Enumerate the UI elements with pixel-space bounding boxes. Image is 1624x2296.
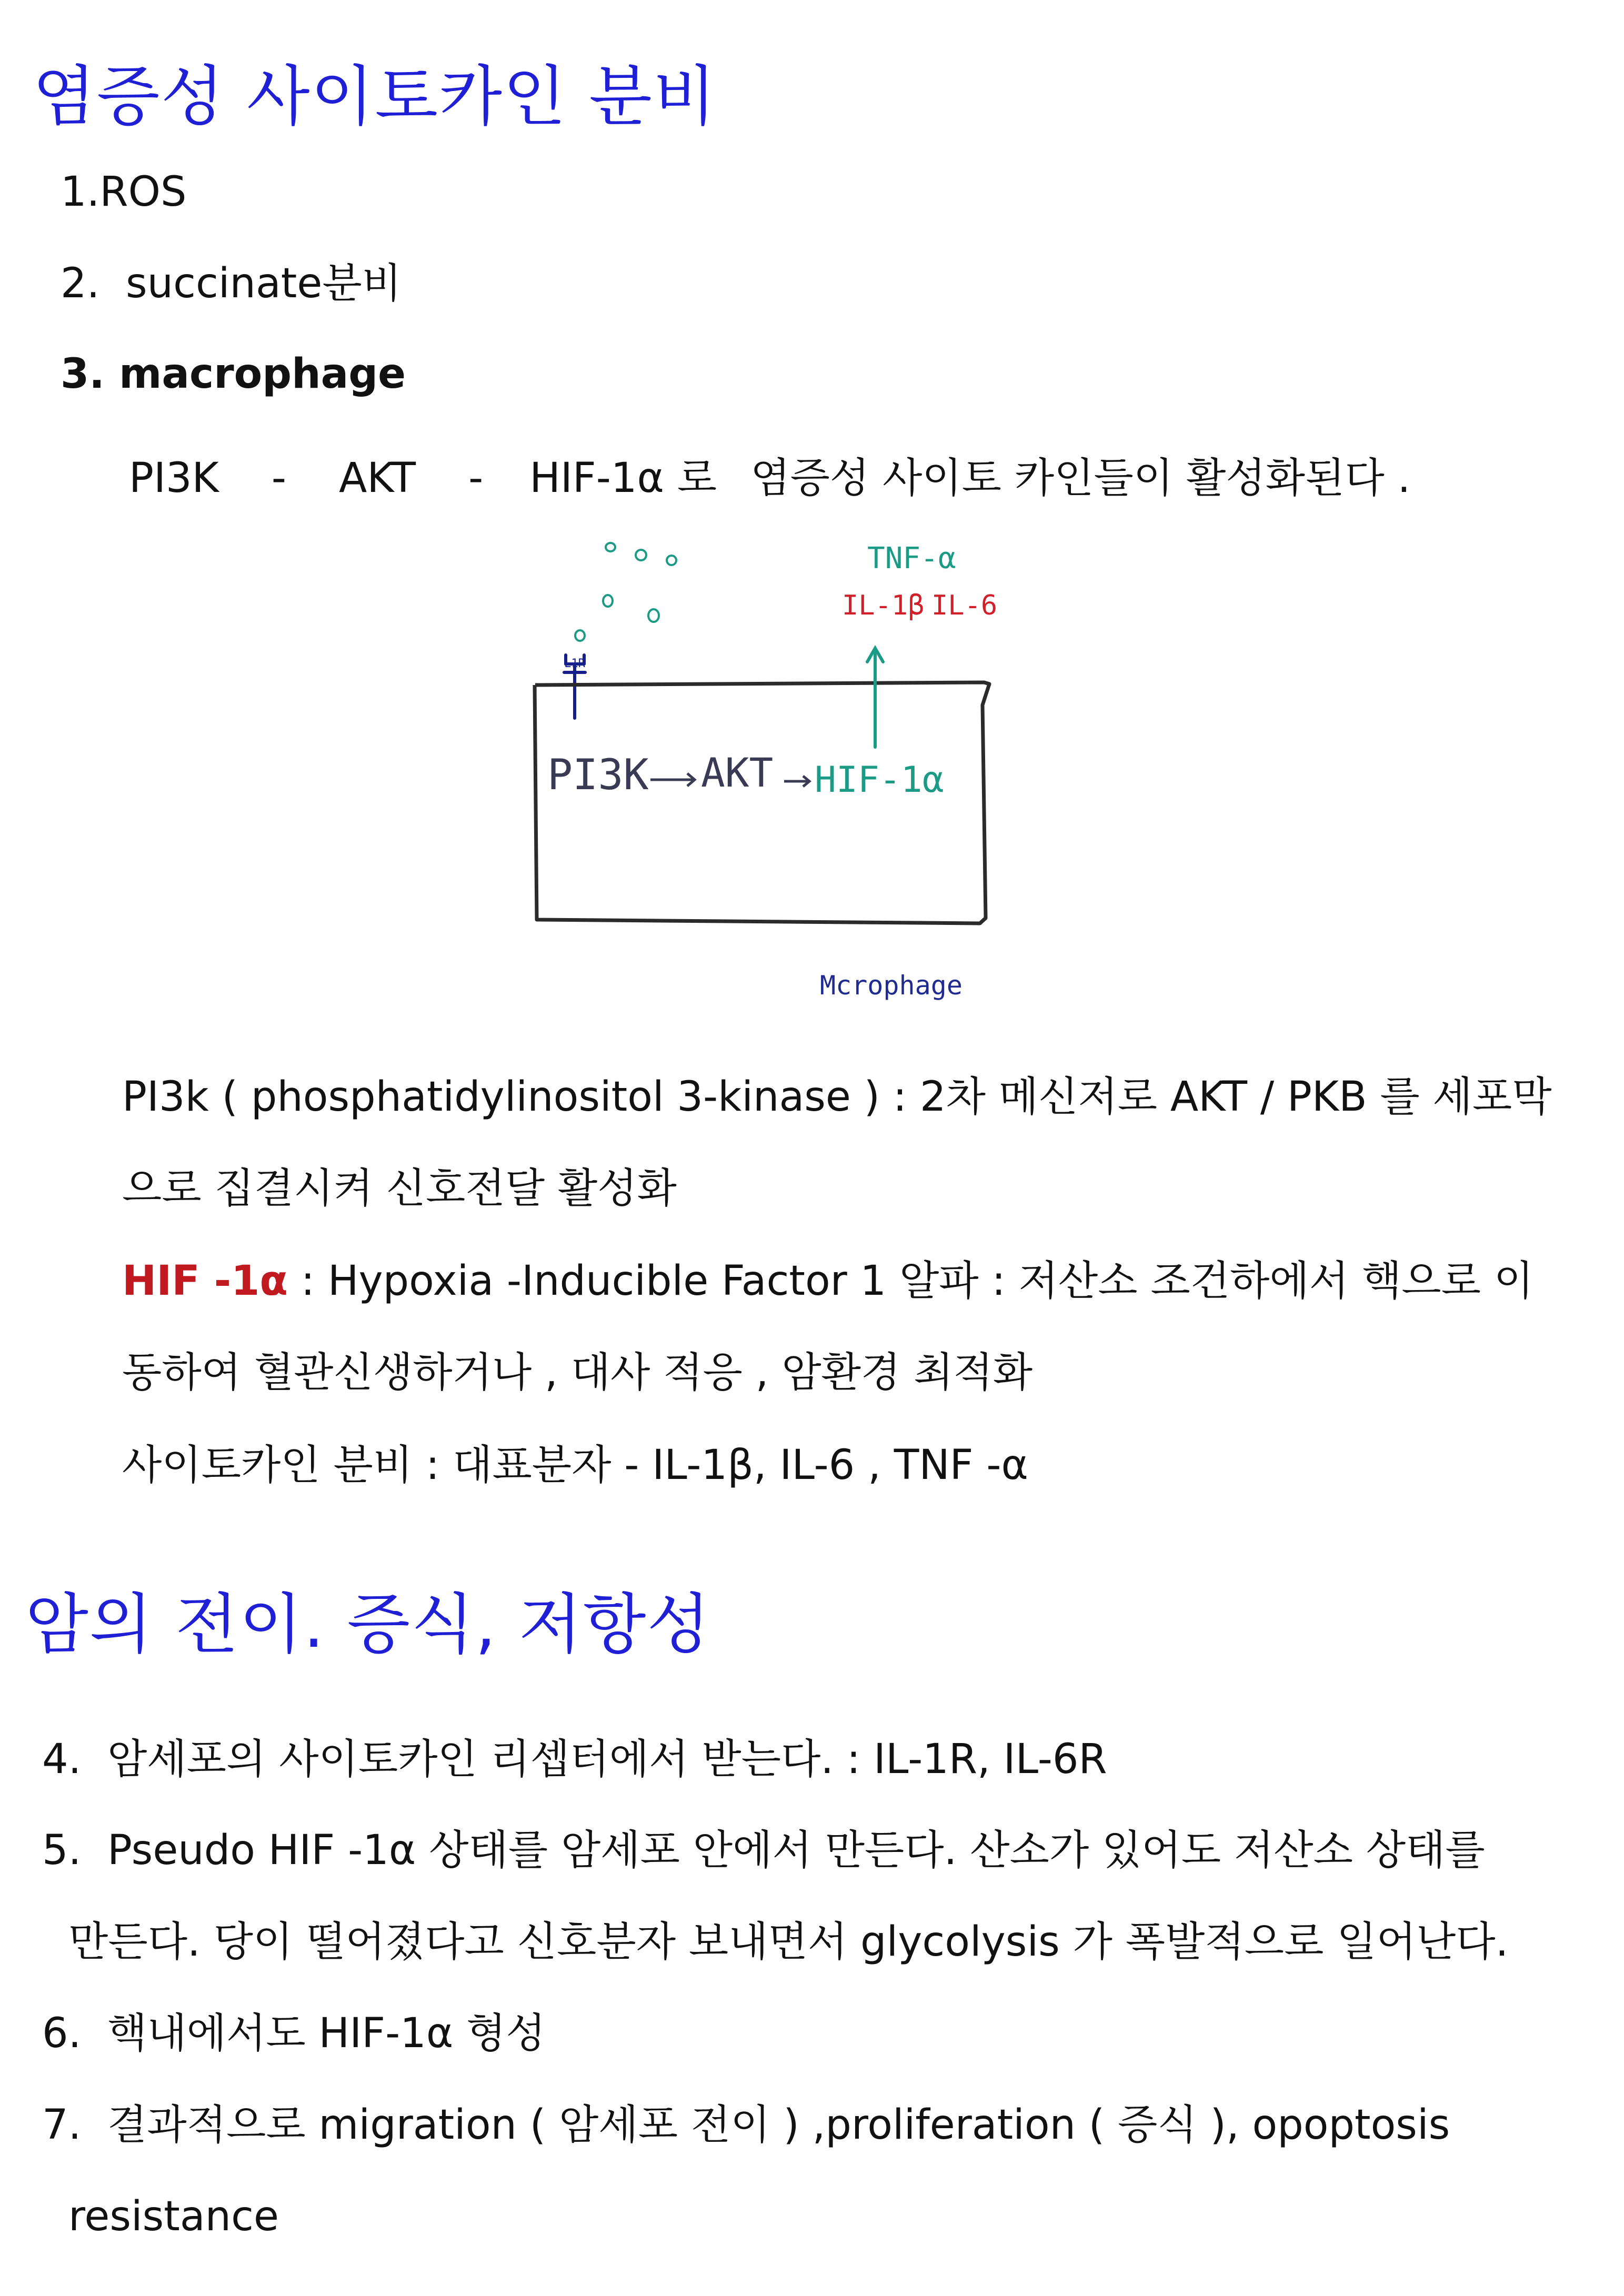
ros-particles bbox=[575, 543, 676, 641]
il6-label: IL-6 bbox=[931, 590, 998, 621]
macrophage-diagram bbox=[516, 526, 1021, 1021]
list-number: 2. bbox=[61, 260, 100, 307]
hif-term: HIF -1α bbox=[122, 1257, 288, 1305]
list-item-text: 핵내에서도 HIF-1α 형성 bbox=[107, 2010, 546, 2057]
list-item-text: 결과적으로 migration ( 암세포 전이 ) ,proliferation ( 증식 ), opoptosis bbox=[107, 2101, 1450, 2149]
macrophage-diagram-svg bbox=[516, 526, 1021, 1021]
list-number: 7. bbox=[42, 2101, 82, 2149]
particle bbox=[606, 543, 615, 551]
list-item-1 bbox=[61, 168, 187, 216]
pathway-hif: HIF-1α 로 bbox=[529, 455, 717, 502]
list-number: 1. bbox=[61, 168, 100, 216]
list-number: 3. bbox=[61, 350, 105, 398]
list-number: 4. bbox=[42, 1736, 82, 1783]
list-item-3 bbox=[61, 350, 406, 398]
list-item-5-continued: 만든다. 당이 떨어졌다고 신호분자 보내면서 glycolysis 가 폭발적으로 일어난다. bbox=[68, 1918, 1509, 1966]
pathway-line bbox=[129, 455, 1411, 502]
macrophage-cell-outline bbox=[535, 682, 989, 923]
list-item-text: macrophage bbox=[119, 350, 406, 398]
note-hif-line1 bbox=[122, 1257, 1534, 1305]
list-item-5 bbox=[42, 1827, 1485, 1874]
box-pi3k: PI3K bbox=[547, 750, 649, 799]
list-item-6 bbox=[42, 2010, 546, 2057]
il1b-label: IL-1β bbox=[842, 590, 925, 621]
list-item-text: ROS bbox=[99, 168, 187, 216]
list-item-2 bbox=[61, 260, 402, 307]
box-akt: AKT bbox=[701, 749, 774, 796]
list-item-text: Pseudo HIF -1α 상태를 암세포 안에서 만든다. 산소가 있어도 저산소 상태를 bbox=[107, 1827, 1485, 1874]
pathway-description: 염증성 사이토 카인들이 활성화된다 . bbox=[750, 455, 1411, 502]
section-title-cancer-metastasis: 암의 전이. 증식, 저항성 bbox=[25, 1587, 711, 1663]
pathway-akt: AKT bbox=[338, 455, 416, 502]
note-cytokine-line: 사이토카인 분비 : 대표분자 - IL-1β, IL-6 , TNF -α bbox=[122, 1442, 1028, 1489]
list-item-4 bbox=[42, 1736, 1107, 1783]
hif-definition: : Hypoxia -Inducible Factor 1 알파 : 저산소 조건하에서 핵으로 이 bbox=[287, 1257, 1534, 1305]
particle bbox=[636, 550, 646, 560]
pathway-dash: - bbox=[271, 455, 286, 502]
tnf-alpha-label: TNF-α bbox=[867, 541, 956, 576]
box-hif: HIF-1α bbox=[815, 759, 944, 801]
list-item-text: succinate분비 bbox=[126, 260, 402, 307]
particle bbox=[575, 630, 585, 641]
section-title-inflammatory-cytokine: 염증성 사이토카인 분비 bbox=[33, 59, 717, 135]
particle bbox=[603, 595, 613, 607]
list-item-7 bbox=[42, 2101, 1450, 2149]
pathway-dash: - bbox=[468, 455, 484, 502]
list-number: 5. bbox=[42, 1827, 82, 1874]
cytokine-release-arrow bbox=[867, 648, 883, 747]
diagram-caption: Mcrophage bbox=[820, 970, 963, 1001]
list-number: 6. bbox=[42, 2010, 82, 2057]
note-pi3k-line1: PI3k ( phosphatidylinositol 3-kinase ) : 2차 메신저로 AKT / PKB 를 세포막 bbox=[122, 1073, 1552, 1121]
pathway-pi3k: PI3K bbox=[129, 455, 219, 502]
list-item-text: 암세포의 사이토카인 리셉터에서 받는다. : IL-1R, IL-6R bbox=[107, 1736, 1107, 1783]
note-hif-line2: 동하여 혈관신생하거나 , 대사 적응 , 암환경 최적화 bbox=[122, 1349, 1033, 1396]
list-item-7-continued: resistance bbox=[68, 2193, 279, 2240]
particle bbox=[667, 556, 676, 565]
particle bbox=[648, 609, 659, 622]
note-pi3k-line2: 으로 집결시켜 신호전달 활성화 bbox=[122, 1165, 677, 1212]
receptor-label: L1R bbox=[564, 657, 585, 670]
